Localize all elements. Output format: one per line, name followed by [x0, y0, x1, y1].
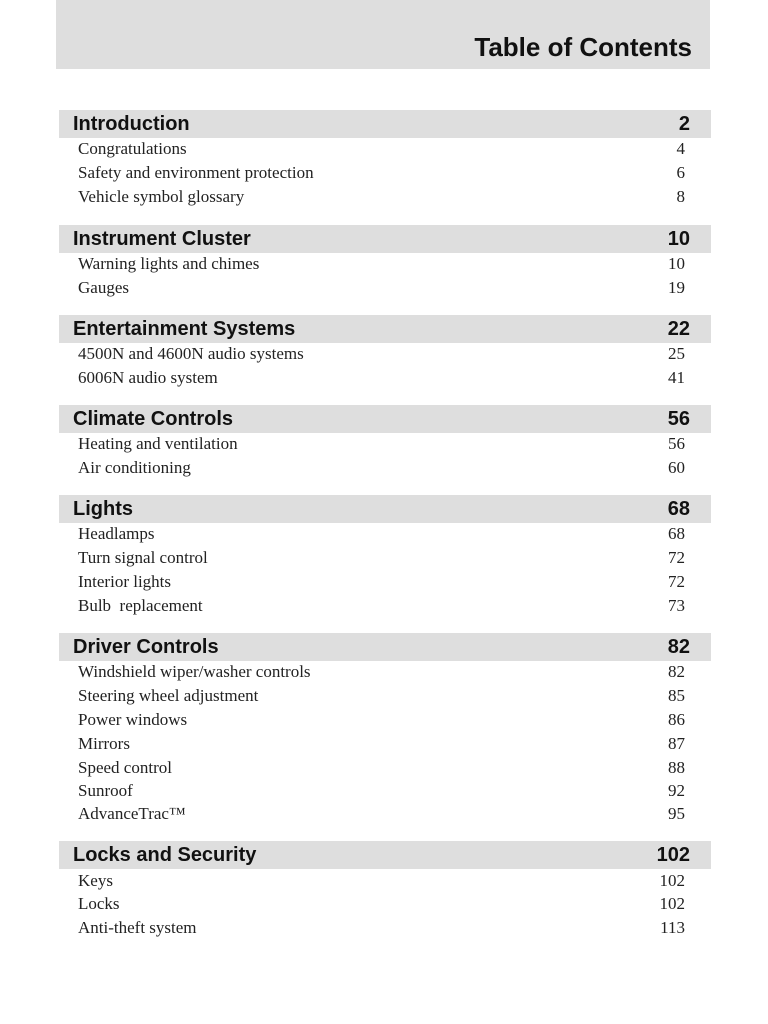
toc-entry-label: Vehicle symbol glossary: [78, 187, 245, 206]
toc-entry-label: Heating and ventilation: [78, 434, 238, 453]
section-heading-instrument-cluster[interactable]: [59, 225, 711, 253]
toc-entry-page: 41: [668, 368, 685, 387]
toc-entry-label: Sunroof: [78, 781, 133, 800]
toc-entry-label: 6006N audio system: [78, 368, 218, 387]
section-heading-introduction[interactable]: [59, 110, 711, 138]
toc-entry[interactable]: [59, 708, 711, 732]
toc-entry-label: Keys: [78, 871, 113, 890]
section-title: Introduction: [73, 113, 190, 135]
toc-entry[interactable]: [59, 522, 711, 546]
toc-entry-label: Congratulations: [78, 139, 187, 158]
toc-entry-label: AdvanceTrac™: [78, 804, 186, 823]
toc-entry-page: 73: [668, 596, 685, 615]
section-title: Entertainment Systems: [73, 318, 296, 340]
toc-entry-label: Interior lights: [78, 572, 172, 591]
toc-entry[interactable]: [59, 660, 711, 684]
toc-entry-page: 4: [676, 139, 685, 158]
toc-entry[interactable]: [59, 756, 711, 780]
toc-entry-label: 4500N and 4600N audio systems: [78, 344, 304, 363]
toc-entry[interactable]: [59, 546, 711, 570]
toc-entry-page: 85: [668, 686, 685, 705]
toc-entry-page: 8: [676, 187, 685, 206]
toc-entry-label: Anti-theft system: [78, 918, 197, 937]
toc-entry-page: 95: [668, 804, 685, 823]
toc-entry[interactable]: [59, 892, 711, 916]
toc-entry-page: 88: [668, 758, 685, 777]
toc-entry-page: 10: [668, 254, 685, 273]
section-heading-driver-controls[interactable]: [59, 633, 711, 661]
page-title: Table of Contents: [474, 32, 692, 62]
section-page-number: 2: [678, 113, 690, 135]
toc-entry-page: 102: [659, 871, 685, 890]
toc-entry[interactable]: [59, 869, 711, 893]
toc-entry-label: Headlamps: [78, 524, 155, 543]
section-page-number: 56: [667, 408, 690, 430]
toc-entry-label: Warning lights and chimes: [78, 254, 260, 273]
toc-entry[interactable]: [59, 570, 711, 594]
toc-entry[interactable]: [59, 684, 711, 708]
toc-entry-page: 68: [668, 524, 685, 543]
toc-entry-label: Bulb replacement: [78, 596, 203, 615]
toc-entry-page: 6: [676, 163, 685, 182]
toc-entry-page: 86: [668, 710, 685, 729]
section-page-number: 68: [667, 498, 690, 520]
section-heading-climate-controls[interactable]: [59, 405, 711, 433]
toc-entry[interactable]: [59, 161, 711, 185]
toc-entry[interactable]: [59, 456, 711, 480]
toc-entry-label: Air conditioning: [78, 458, 191, 477]
toc-entry[interactable]: [59, 594, 711, 618]
section-page-number: 22: [667, 318, 690, 340]
toc-entry[interactable]: [59, 342, 711, 366]
toc-entry-page: 102: [659, 894, 685, 913]
table-of-contents: [59, 0, 711, 1024]
toc-entry-page: 82: [668, 662, 685, 681]
toc-entry-label: Windshield wiper/washer controls: [78, 662, 311, 681]
toc-entry[interactable]: [59, 185, 711, 209]
toc-entry-label: Gauges: [78, 278, 129, 297]
toc-entry-page: 56: [668, 434, 685, 453]
toc-entry-page: 92: [668, 781, 685, 800]
toc-entry-label: Mirrors: [78, 734, 130, 753]
toc-entry-page: 19: [668, 278, 685, 297]
toc-entry-label: Speed control: [78, 758, 172, 777]
toc-entry[interactable]: [59, 432, 711, 456]
section-page-number: 10: [667, 228, 690, 250]
toc-entry-label: Power windows: [78, 710, 188, 729]
toc-entry-label: Locks: [78, 894, 120, 913]
section-title: Driver Controls: [73, 636, 219, 658]
section-heading-locks-and-security[interactable]: [59, 841, 711, 869]
toc-entry[interactable]: [59, 916, 711, 940]
section-title: Locks and Security: [73, 844, 257, 866]
section-title: Instrument Cluster: [73, 228, 251, 250]
section-heading-lights[interactable]: [59, 495, 711, 523]
section-title: Climate Controls: [73, 408, 234, 430]
toc-entry-page: 113: [660, 918, 685, 937]
section-page-number: 102: [656, 844, 690, 866]
toc-entry-page: 60: [668, 458, 685, 477]
toc-entry[interactable]: [59, 366, 711, 390]
toc-entry[interactable]: [59, 779, 711, 803]
section-page-number: 82: [667, 636, 690, 658]
toc-entry-label: Steering wheel adjustment: [78, 686, 259, 705]
toc-entry[interactable]: [59, 252, 711, 276]
toc-entry[interactable]: [59, 276, 711, 300]
toc-entry[interactable]: [59, 137, 711, 161]
toc-entry-page: 87: [668, 734, 685, 753]
toc-entry[interactable]: [59, 802, 711, 826]
toc-entry[interactable]: [59, 732, 711, 756]
toc-entry-label: Safety and environment protection: [78, 163, 314, 182]
toc-entry-label: Turn signal control: [78, 548, 208, 567]
toc-entry-page: 72: [668, 548, 685, 567]
section-heading-entertainment-systems[interactable]: [59, 315, 711, 343]
toc-entry-page: 25: [668, 344, 685, 363]
section-title: Lights: [73, 498, 133, 520]
toc-entry-page: 72: [668, 572, 685, 591]
